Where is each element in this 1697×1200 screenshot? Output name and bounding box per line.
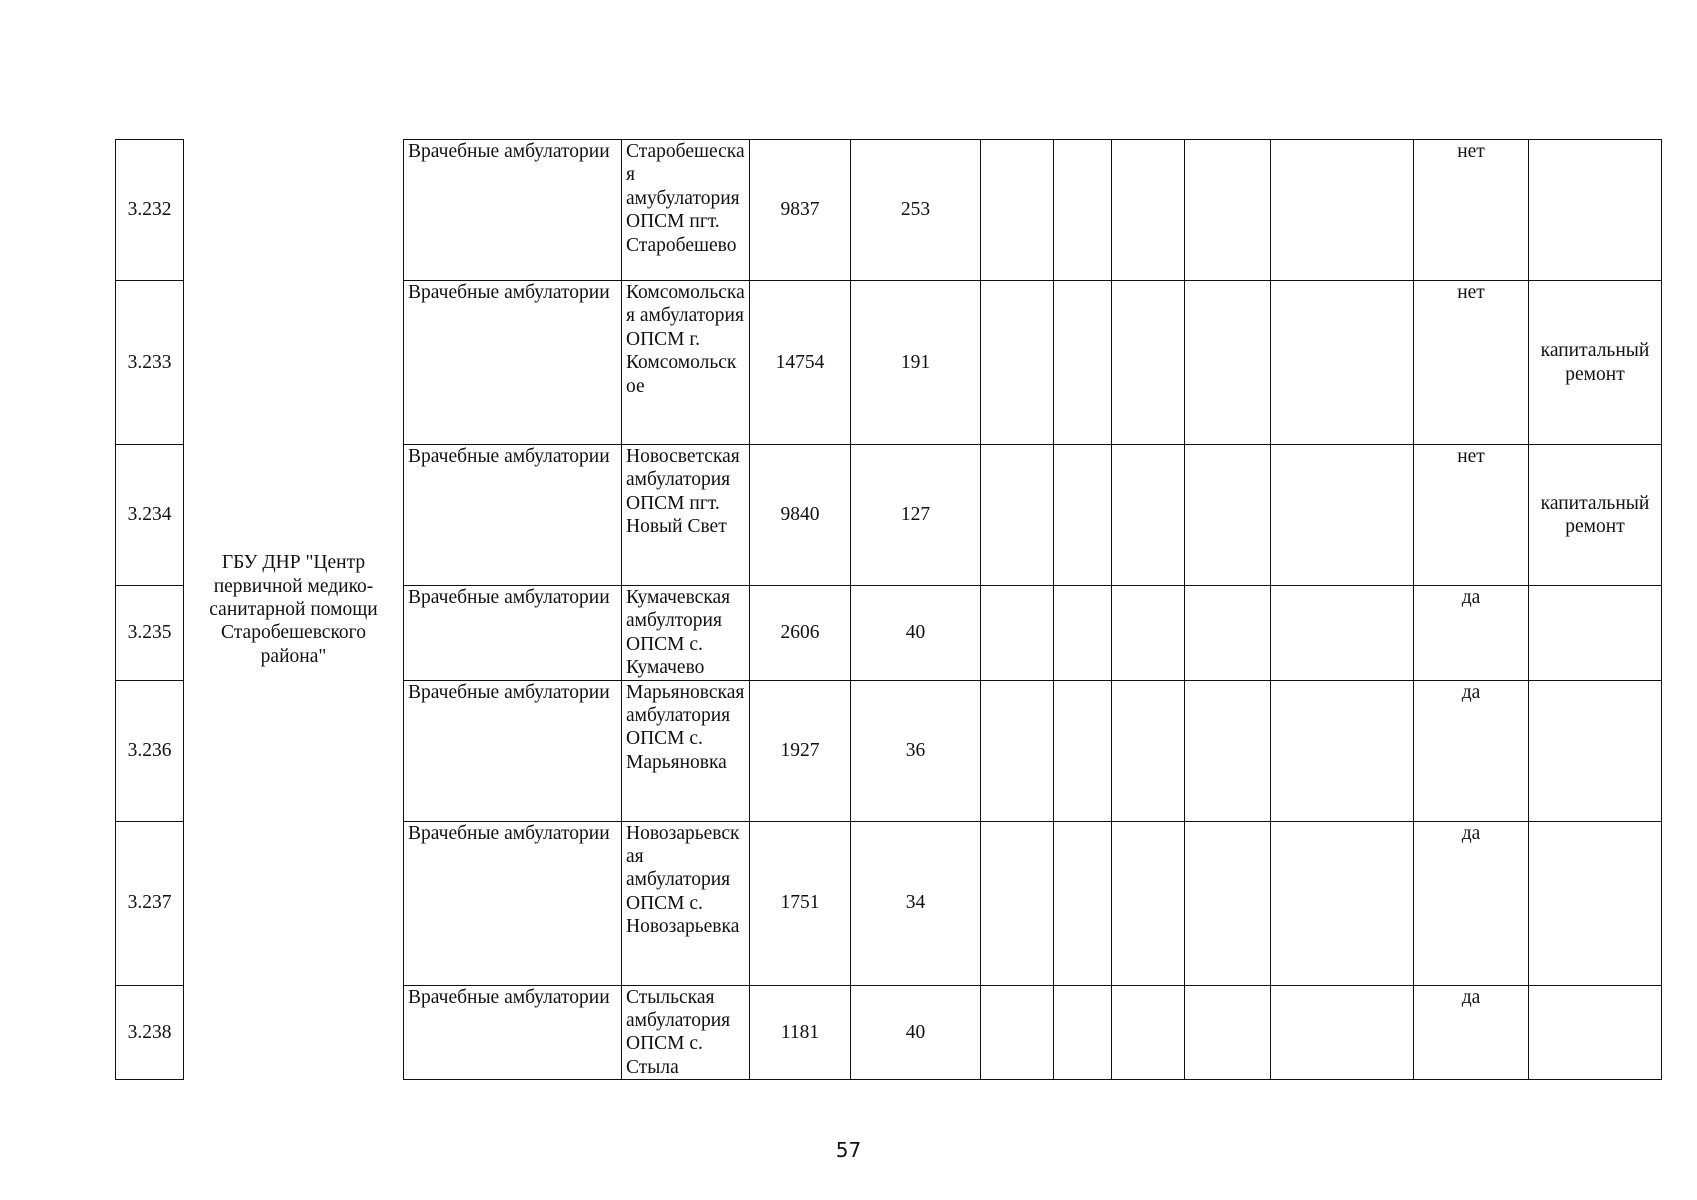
empty-cell [981, 140, 1054, 281]
population-value: 1181 [750, 985, 851, 1080]
flag-value: нет [1414, 140, 1529, 281]
row-number: 3.233 [116, 281, 184, 445]
flag-value: нет [1414, 445, 1529, 586]
facility-type: Врачебные амбулатории [404, 821, 622, 985]
empty-cell [1112, 985, 1185, 1080]
row-number: 3.237 [116, 821, 184, 985]
population-value: 9840 [750, 445, 851, 586]
empty-cell [1112, 281, 1185, 445]
count-value: 40 [851, 586, 981, 681]
count-value: 253 [851, 140, 981, 281]
empty-cell [1054, 680, 1112, 821]
empty-cell [1112, 586, 1185, 681]
empty-cell [1271, 445, 1414, 586]
empty-cell [1271, 821, 1414, 985]
flag-value: нет [1414, 281, 1529, 445]
empty-cell [981, 445, 1054, 586]
empty-cell [1054, 281, 1112, 445]
empty-cell [1112, 821, 1185, 985]
note-value [1529, 586, 1662, 681]
empty-cell [981, 680, 1054, 821]
facility-name: Марьяновская амбулатория ОПСМ с. Марьяновка [622, 680, 750, 821]
note-value: капитальный ремонт [1529, 445, 1662, 586]
count-value: 40 [851, 985, 981, 1080]
organization-name: ГБУ ДНР "Центр первичной медико-санитарной помощи Старобешевского района" [184, 140, 404, 1080]
empty-cell [1185, 586, 1271, 681]
empty-cell [1185, 281, 1271, 445]
row-number: 3.236 [116, 680, 184, 821]
facility-name: Новозарьевская амбулатория ОПСМ с. Новозарьевка [622, 821, 750, 985]
row-number: 3.238 [116, 985, 184, 1080]
empty-cell [1185, 680, 1271, 821]
empty-cell [981, 586, 1054, 681]
empty-cell [1271, 680, 1414, 821]
empty-cell [1185, 821, 1271, 985]
flag-value: да [1414, 821, 1529, 985]
note-value [1529, 985, 1662, 1080]
row-number: 3.234 [116, 445, 184, 586]
facilities-table [115, 139, 1662, 1080]
empty-cell [1054, 140, 1112, 281]
empty-cell [1271, 586, 1414, 681]
empty-cell [981, 821, 1054, 985]
flag-value: да [1414, 985, 1529, 1080]
empty-cell [1112, 680, 1185, 821]
empty-cell [1185, 445, 1271, 586]
empty-cell [1185, 985, 1271, 1080]
facility-type: Врачебные амбулатории [404, 281, 622, 445]
flag-value: да [1414, 680, 1529, 821]
facility-name: Кумачевская амбултория ОПСМ с. Кумачево [622, 586, 750, 681]
count-value: 34 [851, 821, 981, 985]
empty-cell [1271, 281, 1414, 445]
facility-name: Комсомольская амбулатория ОПСМ г. Комсомольское [622, 281, 750, 445]
note-value [1529, 680, 1662, 821]
population-value: 1751 [750, 821, 851, 985]
facility-type: Врачебные амбулатории [404, 985, 622, 1080]
empty-cell [981, 985, 1054, 1080]
count-value: 36 [851, 680, 981, 821]
empty-cell [1271, 140, 1414, 281]
empty-cell [981, 281, 1054, 445]
empty-cell [1054, 985, 1112, 1080]
table-row [116, 140, 1662, 281]
empty-cell [1054, 445, 1112, 586]
empty-cell [1271, 985, 1414, 1080]
note-value [1529, 821, 1662, 985]
count-value: 191 [851, 281, 981, 445]
empty-cell [1112, 445, 1185, 586]
facility-name: Новосветская амбулатория ОПСМ пгт. Новый Свет [622, 445, 750, 586]
empty-cell [1054, 821, 1112, 985]
facility-type: Врачебные амбулатории [404, 140, 622, 281]
flag-value: да [1414, 586, 1529, 681]
facility-name: Старобешеская амубулатория ОПСМ пгт. Старобешево [622, 140, 750, 281]
population-value: 1927 [750, 680, 851, 821]
count-value: 127 [851, 445, 981, 586]
empty-cell [1112, 140, 1185, 281]
empty-cell [1054, 586, 1112, 681]
empty-cell [1185, 140, 1271, 281]
facility-type: Врачебные амбулатории [404, 586, 622, 681]
note-value [1529, 140, 1662, 281]
facility-type: Врачебные амбулатории [404, 680, 622, 821]
page-number: 57 [835, 1138, 862, 1162]
population-value: 14754 [750, 281, 851, 445]
row-number: 3.232 [116, 140, 184, 281]
population-value: 9837 [750, 140, 851, 281]
note-value: капитальный ремонт [1529, 281, 1662, 445]
facility-type: Врачебные амбулатории [404, 445, 622, 586]
population-value: 2606 [750, 586, 851, 681]
row-number: 3.235 [116, 586, 184, 681]
facility-name: Стыльская амбулатория ОПСМ с. Стыла [622, 985, 750, 1080]
